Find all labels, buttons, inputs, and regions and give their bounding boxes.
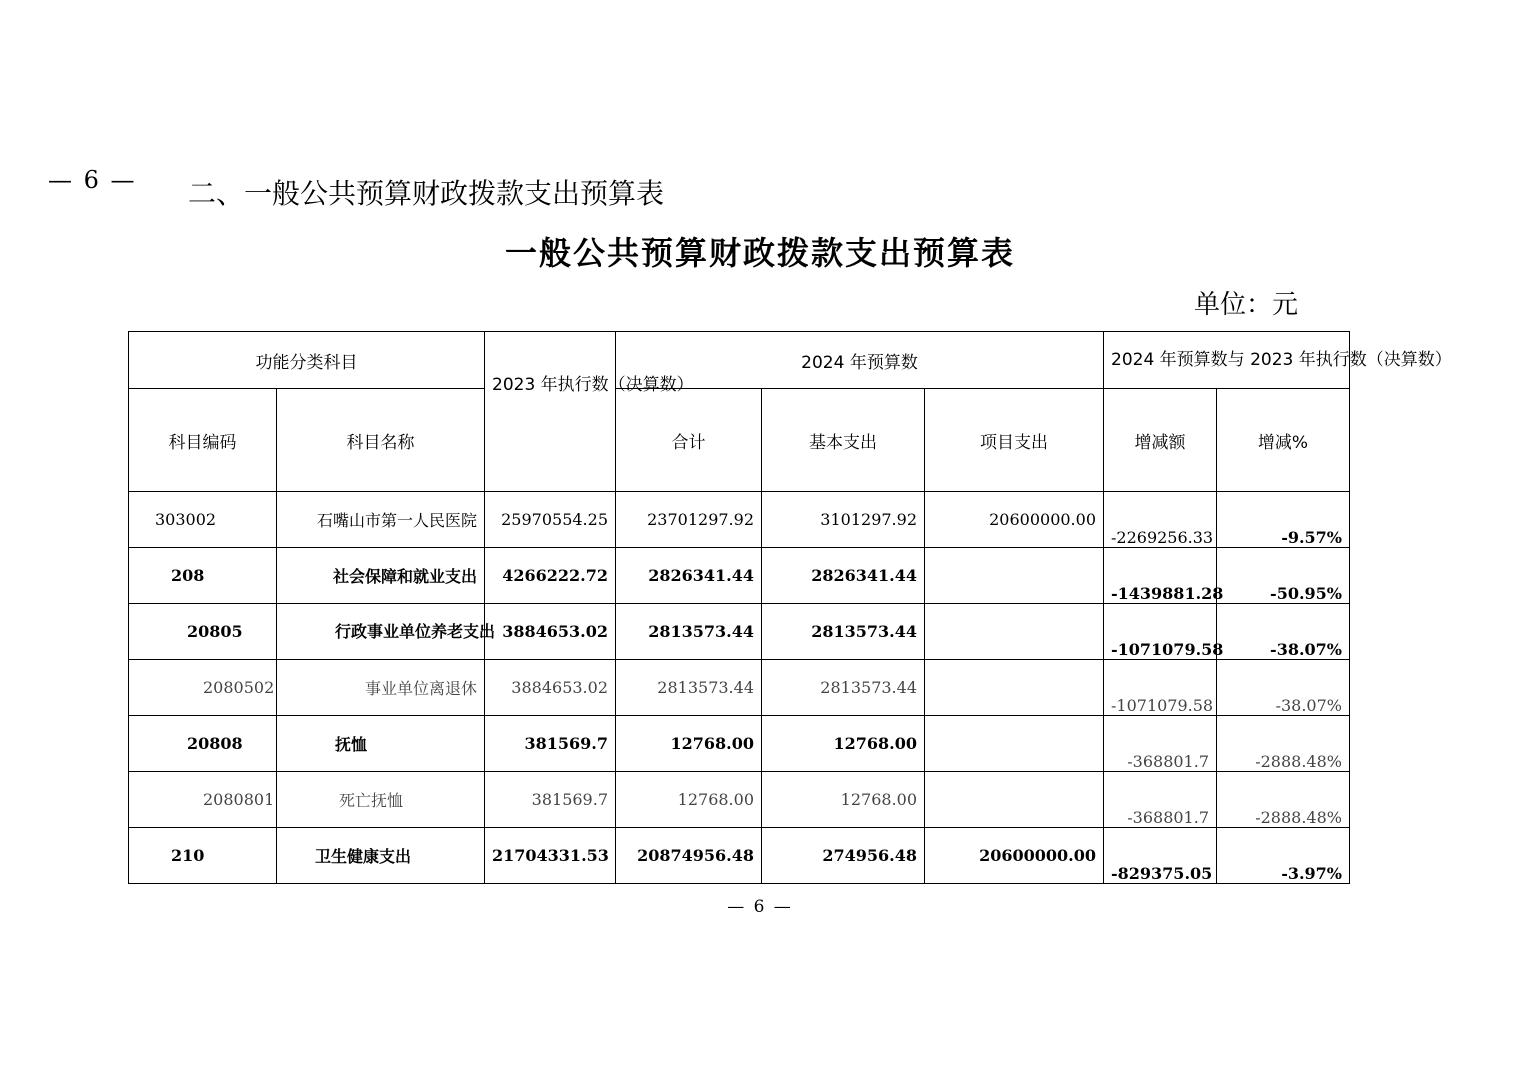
row-change-pct: -3.97% (1217, 828, 1350, 884)
page-number-bottom: — 6 — (727, 897, 793, 917)
row-change-amount: -1071079.58 (1104, 660, 1217, 716)
row-exec-2023: 3884653.02 (485, 660, 616, 716)
row-total: 23701297.92 (616, 492, 762, 548)
row-change-amount: -368801.7 (1104, 716, 1217, 772)
header-basic: 基本支出 (762, 389, 925, 492)
row-change-pct: -9.57% (1217, 492, 1350, 548)
row-basic: 2813573.44 (762, 660, 925, 716)
row-exec-2023: 3884653.02 (485, 604, 616, 660)
row-code: 303002 (129, 492, 277, 548)
row-change-pct: -50.95% (1217, 548, 1350, 604)
row-change-pct: -2888.48% (1217, 772, 1350, 828)
row-project (925, 772, 1104, 828)
row-exec-2023: 25970554.25 (485, 492, 616, 548)
row-project: 20600000.00 (925, 828, 1104, 884)
row-change-amount: -1439881.28 (1104, 548, 1217, 604)
row-basic: 274956.48 (762, 828, 925, 884)
row-change-amount: -829375.05 (1104, 828, 1217, 884)
row-name: 行政事业单位养老支出 (277, 604, 485, 660)
row-code: 20808 (129, 716, 277, 772)
row-project (925, 660, 1104, 716)
table-row (129, 828, 1350, 884)
row-name: 石嘴山市第一人民医院 (277, 492, 485, 548)
row-basic: 12768.00 (762, 772, 925, 828)
row-total: 2813573.44 (616, 604, 762, 660)
page-title: 一般公共预算财政拨款支出预算表 (504, 234, 1015, 272)
row-name: 社会保障和就业支出 (277, 548, 485, 604)
row-change-pct: -38.07% (1217, 660, 1350, 716)
header-code: 科目编码 (129, 389, 277, 492)
table-row (129, 772, 1350, 828)
header-comparison: 2024 年预算数与 2023 年执行数（决算数） (1104, 332, 1350, 389)
table-row (129, 660, 1350, 716)
row-project (925, 604, 1104, 660)
header-change-amount: 增减额 (1104, 389, 1217, 492)
row-change-pct: -2888.48% (1217, 716, 1350, 772)
header-budget-2024: 2024 年预算数 (616, 332, 1104, 389)
row-exec-2023: 21704331.53 (485, 828, 616, 884)
table-row (129, 716, 1350, 772)
row-code: 2080502 (129, 660, 277, 716)
row-code: 2080801 (129, 772, 277, 828)
row-change-amount: -2269256.33 (1104, 492, 1217, 548)
row-basic: 2813573.44 (762, 604, 925, 660)
header-exec-2023: 2023 年执行数（决算数） (485, 332, 616, 492)
table-row (129, 492, 1350, 548)
row-basic: 3101297.92 (762, 492, 925, 548)
row-exec-2023: 4266222.72 (485, 548, 616, 604)
header-total: 合计 (616, 389, 762, 492)
row-total: 2813573.44 (616, 660, 762, 716)
row-change-amount: -368801.7 (1104, 772, 1217, 828)
row-code: 210 (129, 828, 277, 884)
row-basic: 12768.00 (762, 716, 925, 772)
table-row (129, 604, 1350, 660)
row-exec-2023: 381569.7 (485, 716, 616, 772)
header-functional-category: 功能分类科目 (129, 332, 485, 389)
header-name: 科目名称 (277, 389, 485, 492)
row-change-pct: -38.07% (1217, 604, 1350, 660)
row-total: 12768.00 (616, 716, 762, 772)
row-project (925, 548, 1104, 604)
row-total: 12768.00 (616, 772, 762, 828)
header-change-pct: 增减% (1217, 389, 1350, 492)
row-name: 卫生健康支出 (277, 828, 485, 884)
unit-label: 单位：元 (1193, 290, 1298, 320)
section-heading: 二、一般公共预算财政拨款支出预算表 (188, 177, 665, 210)
row-basic: 2826341.44 (762, 548, 925, 604)
table-row (129, 548, 1350, 604)
row-change-amount: -1071079.58 (1104, 604, 1217, 660)
row-name: 抚恤 (277, 716, 485, 772)
row-total: 2826341.44 (616, 548, 762, 604)
row-exec-2023: 381569.7 (485, 772, 616, 828)
row-code: 20805 (129, 604, 277, 660)
row-name: 死亡抚恤 (277, 772, 485, 828)
budget-table (128, 331, 1452, 884)
row-total: 20874956.48 (616, 828, 762, 884)
row-project: 20600000.00 (925, 492, 1104, 548)
row-project (925, 716, 1104, 772)
row-name: 事业单位离退休 (277, 660, 485, 716)
header-project: 项目支出 (925, 389, 1104, 492)
page-number-top: — 6 — (48, 166, 137, 194)
row-code: 208 (129, 548, 277, 604)
